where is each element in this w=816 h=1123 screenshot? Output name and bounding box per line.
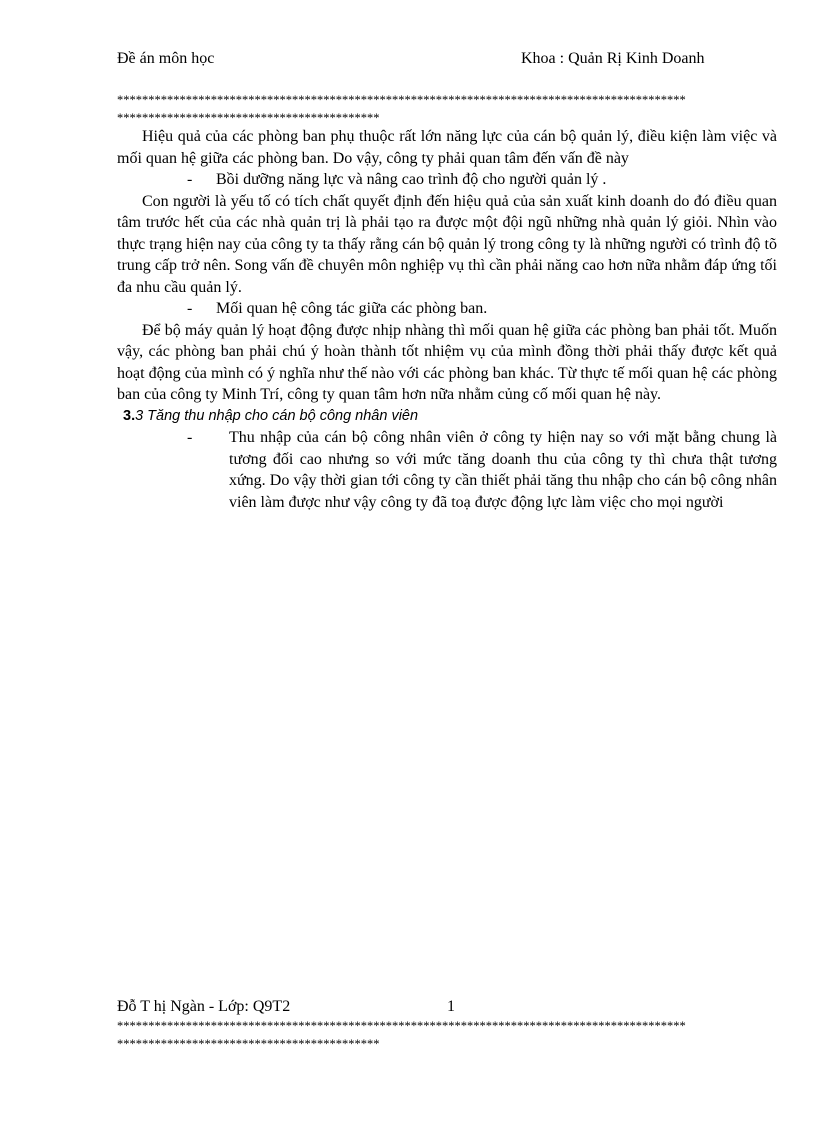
- bullet-department-relations: [117, 298, 777, 320]
- section-heading: [117, 406, 777, 428]
- footer-author: Đỗ T hị Ngàn - Lớp: Q9T2: [117, 998, 291, 1015]
- paragraph-coordination: Để bộ máy quản lý hoạt động được nhịp nhàng thì mối quan hệ giữa các phòng ban phải tốt. Muốn vậy, các phòng ban phải chú ý hoàn thành tốt nhiệm vụ của mình đồng thời phải thấy được kết quả hoạt động của mình có ý nghĩa như thế nào với các phòng ban khác. Từ thực tế mối quan hệ các phòng ban của công ty Minh Trí, công ty quan tâm hơn nữa nhằm củng cố mối quan hệ này.: [117, 321, 777, 403]
- section-title: 3 Tăng thu nhập cho cán bộ công nhân viên: [135, 407, 419, 424]
- section-number: 3.: [123, 407, 136, 424]
- paragraph-human-factor: Con người là yếu tố có tích chất quyết định đến hiệu quả của sản xuất kinh doanh do đó điều quan tâm trước hết của các nhà quản trị là phải tạo ra được một đội ngũ những nhà quản lý giỏi. Nhìn vào thực trạng hiện nay của công ty ta thấy rằng cán bộ quản lý trong công ty là những người có trình độ tõ trung cấp trở nên. Song vấn đề chuyên môn nghiệp vụ thì cần phải năng cao hơn nữa nhằm đáp ứng tối đa nhu cầu quản lý.: [117, 192, 777, 296]
- bullet-text: Bồi dưỡng năng lực và nâng cao trình độ cho người quản lý .: [216, 171, 607, 188]
- document-body: [117, 126, 777, 513]
- bullet-manager-training: [117, 169, 777, 191]
- bullet-text: Thu nhập của cán bộ công nhân viên ở công ty hiện nay so với mặt bằng chung là tương đối cao nhưng so với mức tăng doanh thu của công ty thì chưa thật tương xứng. Do vậy thời gian tới công ty cần thiết phải tăng thu nhập cho cán bộ công nhân viên làm được như vậy công ty đã toạ được động lực làm việc cho mọi người: [229, 429, 777, 511]
- page-number: 1: [447, 998, 455, 1015]
- paragraph-department-efficiency: Hiệu quả của các phòng ban phụ thuộc rất lớn năng lực của cán bộ quản lý, điều kiện làm việc và mối quan hệ giữa các phòng ban. Do vậy, công ty phải quan tâm đến vấn đề này: [117, 128, 777, 167]
- page-footer: [117, 998, 777, 1018]
- bullet-income-increase: [117, 427, 777, 513]
- header-separator-line-1: *******************************************************************************************: [117, 93, 686, 107]
- page-header: [117, 50, 757, 72]
- bullet-dash: -: [187, 300, 193, 317]
- bullet-dash: -: [187, 429, 193, 446]
- bullet-text: Mối quan hệ công tác giữa các phòng ban.: [216, 300, 488, 317]
- bullet-dash: -: [187, 171, 193, 188]
- header-separator-line-2: ******************************************: [117, 111, 380, 125]
- footer-separator-line-1: *******************************************************************************************: [117, 1019, 686, 1033]
- header-faculty: Khoa : Quản Rị Kinh Doanh: [521, 50, 705, 67]
- footer-separator-line-2: ******************************************: [117, 1037, 380, 1051]
- header-subject: Đề án môn học: [117, 50, 215, 67]
